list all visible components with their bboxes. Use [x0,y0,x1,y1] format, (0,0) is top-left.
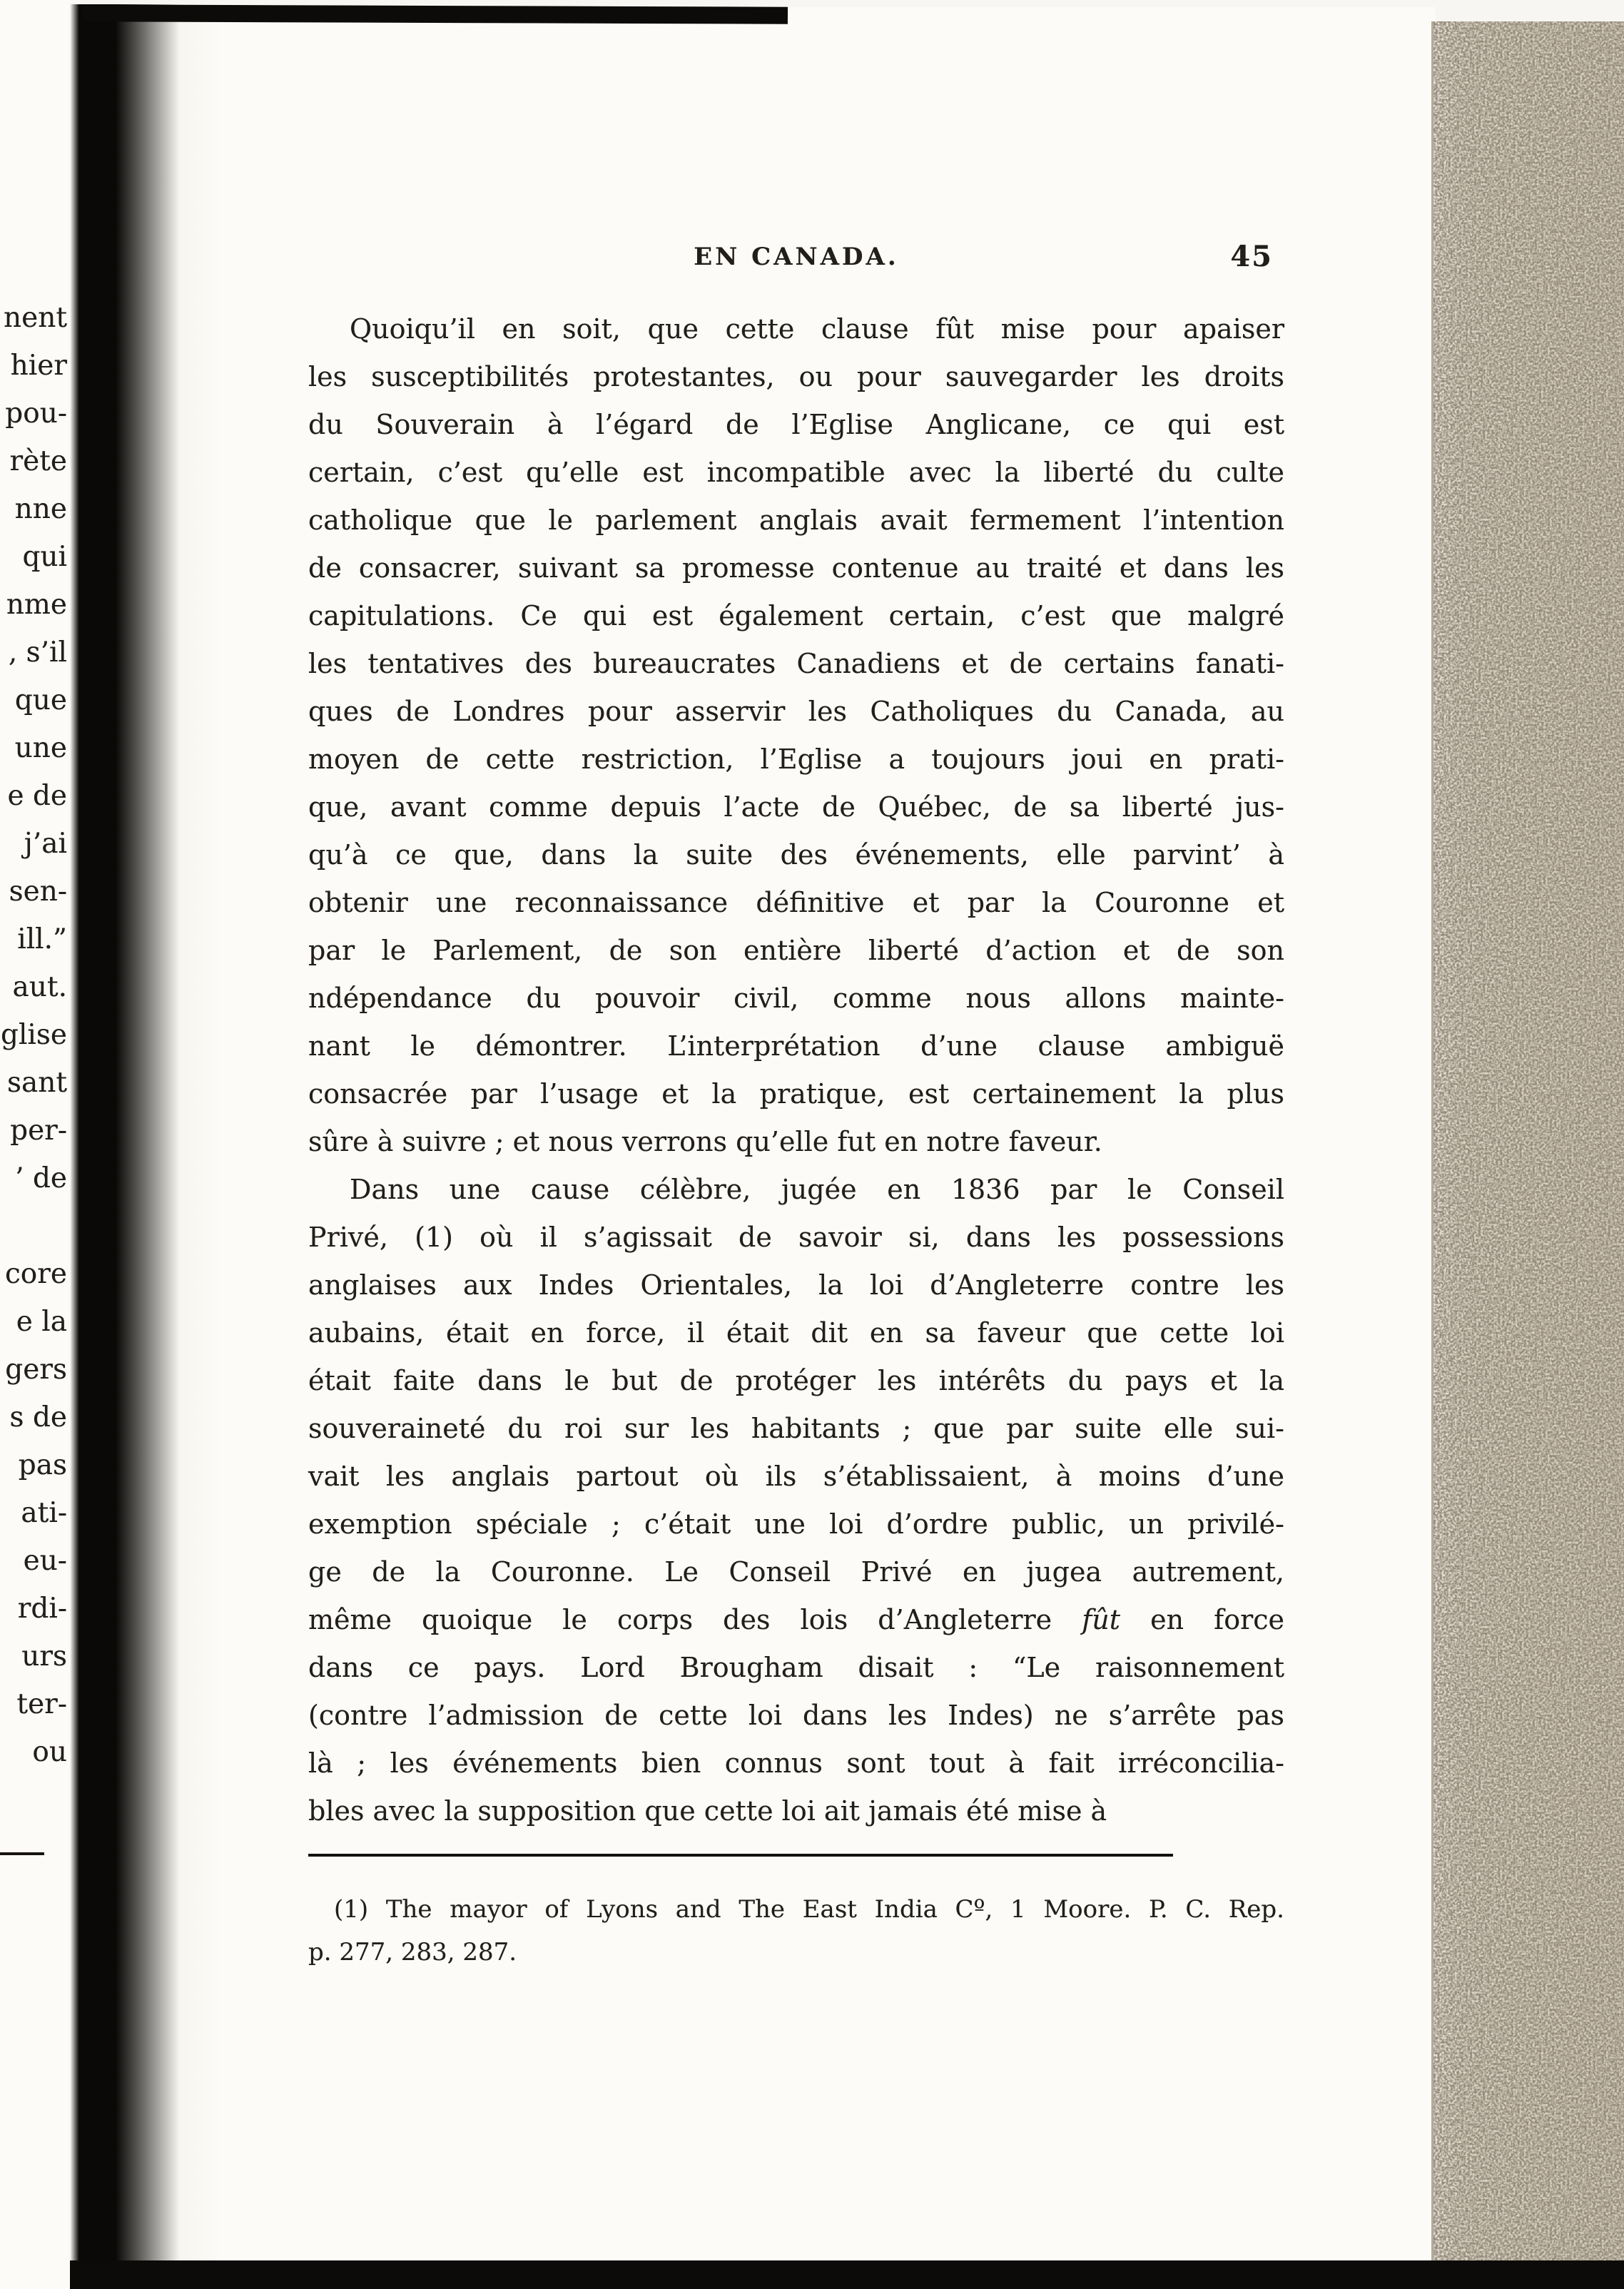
text-line: bles avec la supposition que cette loi ait jamais été mise à [308,1795,1107,1827]
text-line: hier [10,350,67,382]
text-line: ter- [16,1688,67,1720]
text-line: était faite dans le but de protéger les intérêts du pays et la [308,1365,1284,1396]
text-line [0,1202,68,1250]
text-line: qu’à ce que, dans la suite des événements, elle parvint’ à [308,839,1284,871]
top-edge-shadow [83,4,788,24]
text-line: dans ce pays. Lord Brougham disait : “Le raisonnement [308,1652,1284,1683]
text-line: aut. [12,971,67,1003]
text-line: ’ de [15,1162,67,1194]
paragraph [308,305,1284,1166]
text-line: Quoiqu’il en soit, que cette clause fût mise pour apaiser [350,313,1284,345]
text-line: sant [6,1067,67,1099]
text-line: là ; les événements bien connus sont tout à fait irréconcilia- [308,1747,1284,1779]
running-title: EN CANADA. [694,243,899,271]
text-line: les tentatives des bureaucrates Canadiens et de certains fanati- [308,648,1284,679]
text-line: pou- [5,397,67,430]
text-line: gers [5,1354,67,1386]
text-line: catholique que le parlement anglais avait fermement l’intention [308,504,1284,536]
text-line: ques de Londres pour asservir les Catholiques du Canada, au [308,696,1284,727]
footnote [308,1888,1284,1974]
text-line: ge de la Couronne. Le Conseil Privé en jugea autrement, [308,1556,1284,1588]
text-line: pas [18,1449,67,1481]
text-line: , s’il [8,636,67,669]
text-line: obtenir une reconnaissance définitive et par la Couronne et [308,887,1284,918]
text-line: glise [0,1019,67,1051]
text-line: Privé, (1) où il s’agissait de savoir si, dans les possessions [308,1222,1284,1253]
text-line: aubains, était en force, il était dit en sa faveur que cette loi [308,1317,1284,1349]
text-line: core [4,1258,67,1290]
text-line: consacrée par l’usage et la pratique, est certainement la plus [308,1078,1284,1110]
facing-page-text-fragments [0,294,68,1776]
text-line: Dans une cause célèbre, jugée en 1836 par le Conseil [350,1174,1284,1205]
text-line: même quoique le corps des lois d’Angleterre fût en force [308,1604,1285,1635]
text-line: ndépendance du pouvoir civil, comme nous allons mainte- [308,983,1284,1014]
text-line: e de [7,780,67,812]
text-line: nant le démontrer. L’interprétation d’une clause ambiguë [308,1030,1284,1062]
text-line: du Souverain à l’égard de l’Eglise Anglicane, ce qui est [308,409,1284,440]
page-number: 45 [1230,240,1273,273]
text-line: j’ai [24,828,67,860]
text-line: sen- [9,875,67,908]
text-line: sûre à suivre ; et nous verrons qu’elle fut en notre faveur. [308,1126,1102,1157]
text-line: nne [14,493,67,525]
text-line: nme [6,589,67,621]
text-line: que, avant comme depuis l’acte de Québec, de sa liberté jus- [308,791,1284,823]
text-line: s de [9,1401,67,1433]
text-line: rète [9,445,67,477]
text-line: moyen de cette restriction, l’Eglise a toujours joui en prati- [308,743,1284,775]
text-line: certain, c’est qu’elle est incompatible avec la liberté du culte [308,457,1284,488]
text-line: (1) The mayor of Lyons and The East India Cº, 1 Moore. P. C. Rep. [334,1895,1284,1924]
text-line: par le Parlement, de son entière liberté d’action et de son [308,935,1284,966]
body-text [308,305,1284,1835]
paper-speckle-texture [1433,21,1624,2262]
text-line: e la [16,1306,67,1338]
text-line: p. 277, 283, 287. [308,1938,517,1966]
book-page [107,7,1436,2273]
facing-page-rule [0,1852,44,1855]
text-line: urs [21,1640,67,1673]
text-line: que [14,684,67,716]
text-line: ati- [21,1497,67,1529]
facing-page [0,0,80,2289]
text-line: anglaises aux Indes Orientales, la loi d’Angleterre contre les [308,1269,1284,1301]
bottom-edge-shadow [70,2260,1624,2289]
page-header [308,240,1284,293]
paragraph [308,1166,1284,1835]
text-line: une [14,732,67,764]
text-line: ou [32,1736,67,1768]
text-line: souveraineté du roi sur les habitants ; que par suite elle sui- [308,1413,1284,1444]
text-line: (contre l’admission de cette loi dans les Indes) ne s’arrête pas [308,1700,1284,1731]
text-line: per- [10,1115,67,1147]
text-line: rdi- [17,1593,67,1625]
text-line: ill.” [17,923,67,955]
text-line: capitulations. Ce qui est également certain, c’est que malgré [308,600,1284,631]
text-line: vait les anglais partout où ils s’établissaient, à moins d’une [308,1461,1284,1492]
footnote-separator-rule [308,1854,1173,1857]
text-line: les susceptibilités protestantes, ou pour sauvegarder les droits [308,361,1284,392]
text-line: eu- [23,1545,67,1577]
binding-gutter-shadow [70,4,184,2282]
text-line: qui [22,541,67,573]
text-line: nent [4,302,67,334]
text-line: de consacrer, suivant sa promesse contenue au traité et dans les [308,552,1284,584]
fore-edge-page-stack [1431,21,1624,2262]
text-line: exemption spéciale ; c’était une loi d’ordre public, un privilé- [308,1508,1284,1540]
